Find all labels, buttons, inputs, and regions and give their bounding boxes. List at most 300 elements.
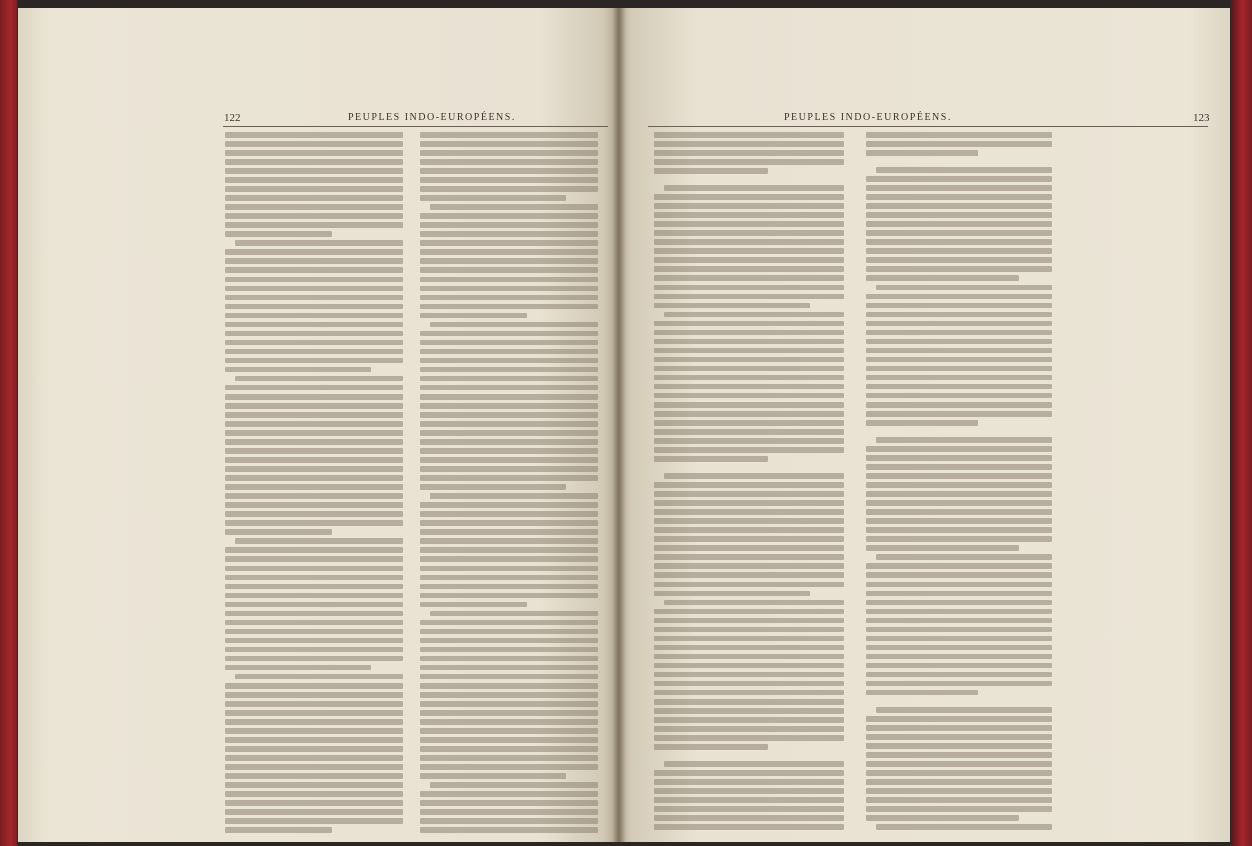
- text-line: [866, 770, 1052, 776]
- text-line: [654, 411, 844, 417]
- text-line: [866, 509, 1052, 515]
- text-line: [866, 491, 1052, 497]
- text-line: [866, 455, 1052, 461]
- text-line: [654, 248, 844, 254]
- text-line: [654, 582, 844, 588]
- text-line: [654, 221, 844, 227]
- text-line: [654, 294, 844, 300]
- text-line: [866, 248, 1052, 254]
- text-line: [420, 385, 598, 391]
- book-cover-edge: [1230, 0, 1252, 846]
- text-line: [866, 563, 1052, 569]
- text-line: [654, 770, 844, 776]
- text-line: [420, 665, 598, 671]
- text-line: [866, 500, 1052, 506]
- text-line: [654, 627, 844, 633]
- page-number: 122: [224, 112, 241, 124]
- text-line: [866, 815, 1019, 821]
- text-line: [654, 447, 844, 453]
- text-line: [225, 267, 403, 273]
- text-line: [866, 294, 1052, 300]
- book-gutter: [612, 8, 626, 842]
- text-line: [420, 295, 598, 301]
- text-line: [225, 277, 403, 283]
- text-line: [654, 150, 844, 156]
- text-line: [866, 690, 978, 696]
- text-line: [654, 672, 844, 678]
- text-line: [225, 394, 403, 400]
- text-line: [866, 518, 1052, 524]
- text-line: [654, 321, 844, 327]
- text-line: [420, 340, 598, 346]
- text-line: [225, 150, 403, 156]
- text-line: [430, 493, 598, 499]
- text-line: [866, 545, 1019, 551]
- text-line: [654, 141, 844, 147]
- text-line: [866, 536, 1052, 542]
- running-title: PEUPLES INDO-EUROPÉENS.: [784, 112, 952, 123]
- text-line: [866, 752, 1052, 758]
- text-line: [866, 303, 1052, 309]
- text-line: [866, 221, 1052, 227]
- text-line: [654, 609, 844, 615]
- text-line: [420, 213, 598, 219]
- text-line: [225, 322, 403, 328]
- text-line: [654, 654, 844, 660]
- text-line: [866, 312, 1052, 318]
- text-line: [866, 339, 1052, 345]
- text-line: [866, 716, 1052, 722]
- text-line: [225, 701, 403, 707]
- text-line: [866, 582, 1052, 588]
- text-line: [430, 204, 598, 210]
- text-line: [225, 249, 403, 255]
- text-line: [866, 239, 1052, 245]
- text-line: [420, 638, 598, 644]
- text-line: [866, 429, 1052, 433]
- text-line: [235, 674, 403, 680]
- text-line: [654, 518, 844, 524]
- text-line: [225, 195, 403, 201]
- text-line: [866, 203, 1052, 209]
- text-line: [866, 411, 1052, 417]
- text-line: [420, 331, 598, 337]
- text-line: [654, 806, 844, 812]
- text-line: [420, 159, 598, 165]
- text-line: [225, 213, 403, 219]
- text-line: [225, 340, 403, 346]
- text-line: [225, 584, 403, 590]
- text-line: [876, 824, 1052, 830]
- text-line: [420, 457, 598, 463]
- text-line: [654, 330, 844, 336]
- text-line: [654, 753, 844, 757]
- text-line: [654, 438, 844, 444]
- text-line: [866, 618, 1052, 624]
- text-line: [866, 194, 1052, 200]
- text-line: [225, 466, 403, 472]
- text-line: [420, 484, 566, 490]
- text-line: [420, 683, 598, 689]
- text-line: [420, 791, 598, 797]
- text-line: [654, 690, 844, 696]
- text-line: [420, 629, 598, 635]
- text-column: [654, 132, 844, 833]
- text-line: [225, 430, 403, 436]
- text-line: [654, 168, 768, 174]
- text-line: [866, 761, 1052, 767]
- text-line: [420, 367, 598, 373]
- text-line: [866, 473, 1052, 479]
- text-line: [654, 708, 844, 714]
- text-line: [654, 402, 844, 408]
- text-line: [225, 367, 371, 373]
- text-line: [876, 167, 1052, 173]
- text-line: [235, 376, 403, 382]
- text-line: [866, 482, 1052, 488]
- text-line: [225, 286, 403, 292]
- text-line: [225, 132, 403, 138]
- text-line: [654, 797, 844, 803]
- text-line: [876, 437, 1052, 443]
- text-line: [225, 457, 403, 463]
- text-line: [866, 321, 1052, 327]
- text-line: [225, 647, 403, 653]
- text-line: [654, 491, 844, 497]
- text-line: [866, 132, 1052, 138]
- text-line: [866, 150, 978, 156]
- text-line: [225, 168, 403, 174]
- text-line: [420, 692, 598, 698]
- text-line: [225, 692, 403, 698]
- text-line: [420, 358, 598, 364]
- text-line: [866, 330, 1052, 336]
- text-line: [225, 575, 403, 581]
- text-line: [420, 719, 598, 725]
- text-line: [866, 393, 1052, 399]
- text-line: [225, 746, 403, 752]
- text-line: [225, 782, 403, 788]
- text-line: [420, 538, 598, 544]
- header-rule: [223, 126, 608, 127]
- text-line: [420, 132, 598, 138]
- text-line: [420, 547, 598, 553]
- text-line: [654, 618, 844, 624]
- text-line: [866, 366, 1052, 372]
- text-line: [420, 168, 598, 174]
- text-line: [866, 230, 1052, 236]
- text-line: [420, 222, 598, 228]
- text-line: [420, 566, 598, 572]
- text-line: [420, 240, 598, 246]
- running-title: PEUPLES INDO-EUROPÉENS.: [348, 112, 516, 123]
- text-line: [866, 572, 1052, 578]
- text-line: [225, 638, 403, 644]
- text-line: [225, 421, 403, 427]
- text-line: [866, 357, 1052, 363]
- left-page: [18, 8, 618, 842]
- text-line: [420, 186, 598, 192]
- text-line: [420, 141, 598, 147]
- text-line: [654, 726, 844, 732]
- text-line: [420, 584, 598, 590]
- text-line: [866, 743, 1052, 749]
- text-line: [225, 358, 403, 364]
- text-line: [225, 791, 403, 797]
- text-line: [654, 824, 844, 830]
- text-line: [225, 566, 403, 572]
- text-line: [654, 779, 844, 785]
- text-column: [866, 132, 1052, 833]
- text-line: [420, 439, 598, 445]
- text-line: [430, 782, 598, 788]
- text-line: [654, 744, 768, 750]
- text-line: [225, 502, 403, 508]
- text-line: [654, 699, 844, 705]
- text-line: [420, 737, 598, 743]
- text-line: [866, 725, 1052, 731]
- text-line: [654, 275, 844, 281]
- text-line: [866, 384, 1052, 390]
- text-line: [225, 403, 403, 409]
- text-line: [225, 385, 403, 391]
- text-line: [225, 737, 403, 743]
- text-line: [420, 827, 598, 833]
- text-line: [420, 520, 598, 526]
- text-line: [664, 185, 844, 191]
- text-line: [866, 176, 1052, 182]
- text-line: [654, 681, 844, 687]
- text-line: [420, 376, 598, 382]
- text-line: [420, 195, 566, 201]
- text-line: [225, 827, 332, 833]
- text-line: [225, 520, 403, 526]
- text-line: [654, 177, 844, 181]
- text-line: [654, 815, 844, 821]
- text-line: [654, 788, 844, 794]
- text-line: [654, 545, 844, 551]
- text-line: [654, 536, 844, 542]
- text-line: [420, 286, 598, 292]
- text-line: [654, 393, 844, 399]
- text-line: [866, 734, 1052, 740]
- text-line: [866, 141, 1052, 147]
- text-line: [866, 420, 978, 426]
- text-line: [420, 529, 598, 535]
- text-line: [866, 663, 1052, 669]
- text-line: [420, 466, 598, 472]
- text-line: [876, 285, 1052, 291]
- text-line: [225, 719, 403, 725]
- text-line: [866, 627, 1052, 633]
- text-line: [225, 611, 403, 617]
- text-line: [420, 412, 598, 418]
- text-line: [420, 258, 598, 264]
- text-line: [866, 527, 1052, 533]
- text-line: [225, 159, 403, 165]
- text-line: [225, 593, 403, 599]
- text-line: [654, 159, 844, 165]
- text-line: [225, 728, 403, 734]
- text-line: [420, 267, 598, 273]
- text-line: [225, 349, 403, 355]
- text-line: [420, 556, 598, 562]
- text-line: [420, 746, 598, 752]
- text-line: [866, 348, 1052, 354]
- text-line: [654, 429, 844, 435]
- text-line: [420, 150, 598, 156]
- text-line: [420, 349, 598, 355]
- header-rule: [648, 126, 1208, 127]
- text-line: [866, 185, 1052, 191]
- text-line: [225, 331, 403, 337]
- text-line: [866, 159, 1052, 163]
- text-line: [235, 240, 403, 246]
- text-line: [654, 285, 844, 291]
- text-line: [654, 230, 844, 236]
- right-page: [618, 8, 1230, 842]
- text-line: [866, 591, 1052, 597]
- text-line: [664, 473, 844, 479]
- text-line: [654, 482, 844, 488]
- text-line: [420, 602, 527, 608]
- text-line: [866, 375, 1052, 381]
- text-line: [225, 818, 403, 824]
- text-line: [654, 375, 844, 381]
- text-line: [654, 509, 844, 515]
- text-line: [225, 222, 403, 228]
- text-line: [654, 366, 844, 372]
- text-line: [420, 800, 598, 806]
- text-line: [654, 735, 844, 741]
- text-line: [866, 446, 1052, 452]
- text-line: [866, 779, 1052, 785]
- text-line: [654, 636, 844, 642]
- text-line: [225, 177, 403, 183]
- text-line: [654, 500, 844, 506]
- text-line: [420, 277, 598, 283]
- text-line: [866, 402, 1052, 408]
- text-line: [876, 707, 1052, 713]
- text-line: [225, 710, 403, 716]
- text-line: [654, 132, 844, 138]
- text-line: [420, 773, 566, 779]
- text-line: [866, 672, 1052, 678]
- text-line: [225, 313, 403, 319]
- text-line: [420, 448, 598, 454]
- text-line: [225, 439, 403, 445]
- text-line: [225, 186, 403, 192]
- text-line: [654, 348, 844, 354]
- text-line: [225, 602, 403, 608]
- text-line: [420, 575, 598, 581]
- text-line: [225, 656, 403, 662]
- text-line: [420, 755, 598, 761]
- text-line: [866, 806, 1052, 812]
- text-line: [654, 266, 844, 272]
- text-line: [866, 797, 1052, 803]
- text-line: [654, 465, 844, 469]
- text-line: [225, 629, 403, 635]
- text-line: [420, 249, 598, 255]
- text-line: [225, 204, 403, 210]
- text-line: [225, 295, 403, 301]
- text-line: [654, 527, 844, 533]
- text-line: [654, 339, 844, 345]
- text-line: [866, 609, 1052, 615]
- text-line: [664, 761, 844, 767]
- text-line: [420, 593, 598, 599]
- page-number: 123: [1193, 112, 1210, 124]
- text-line: [654, 456, 768, 462]
- text-line: [225, 800, 403, 806]
- text-line: [225, 755, 403, 761]
- text-line: [866, 654, 1052, 660]
- text-line: [420, 475, 598, 481]
- text-line: [225, 764, 403, 770]
- text-line: [235, 538, 403, 544]
- text-line: [225, 231, 332, 237]
- text-line: [420, 647, 598, 653]
- text-line: [866, 212, 1052, 218]
- text-line: [225, 141, 403, 147]
- text-line: [654, 572, 844, 578]
- text-line: [654, 591, 810, 597]
- text-line: [420, 818, 598, 824]
- text-line: [866, 788, 1052, 794]
- text-line: [225, 556, 403, 562]
- text-line: [420, 502, 598, 508]
- text-line: [420, 304, 598, 310]
- text-line: [225, 773, 403, 779]
- text-line: [654, 357, 844, 363]
- text-line: [654, 563, 844, 569]
- text-line: [225, 493, 403, 499]
- text-line: [225, 258, 403, 264]
- text-line: [866, 600, 1052, 606]
- text-line: [654, 663, 844, 669]
- text-line: [420, 421, 598, 427]
- text-line: [420, 403, 598, 409]
- text-line: [225, 511, 403, 517]
- text-line: [654, 194, 844, 200]
- text-line: [654, 554, 844, 560]
- text-column: [420, 132, 598, 836]
- text-line: [225, 683, 403, 689]
- text-line: [664, 600, 844, 606]
- text-line: [654, 239, 844, 245]
- text-line: [420, 430, 598, 436]
- text-line: [430, 611, 598, 617]
- text-line: [866, 257, 1052, 263]
- text-line: [225, 412, 403, 418]
- text-line: [664, 312, 844, 318]
- text-line: [866, 681, 1052, 687]
- text-line: [866, 645, 1052, 651]
- text-line: [866, 464, 1052, 470]
- text-line: [420, 511, 598, 517]
- text-line: [420, 231, 598, 237]
- text-line: [420, 620, 598, 626]
- text-line: [430, 322, 598, 328]
- text-line: [866, 699, 1052, 703]
- text-line: [654, 257, 844, 263]
- text-line: [866, 266, 1052, 272]
- text-line: [420, 701, 598, 707]
- text-line: [225, 448, 403, 454]
- text-line: [420, 674, 598, 680]
- text-line: [876, 554, 1052, 560]
